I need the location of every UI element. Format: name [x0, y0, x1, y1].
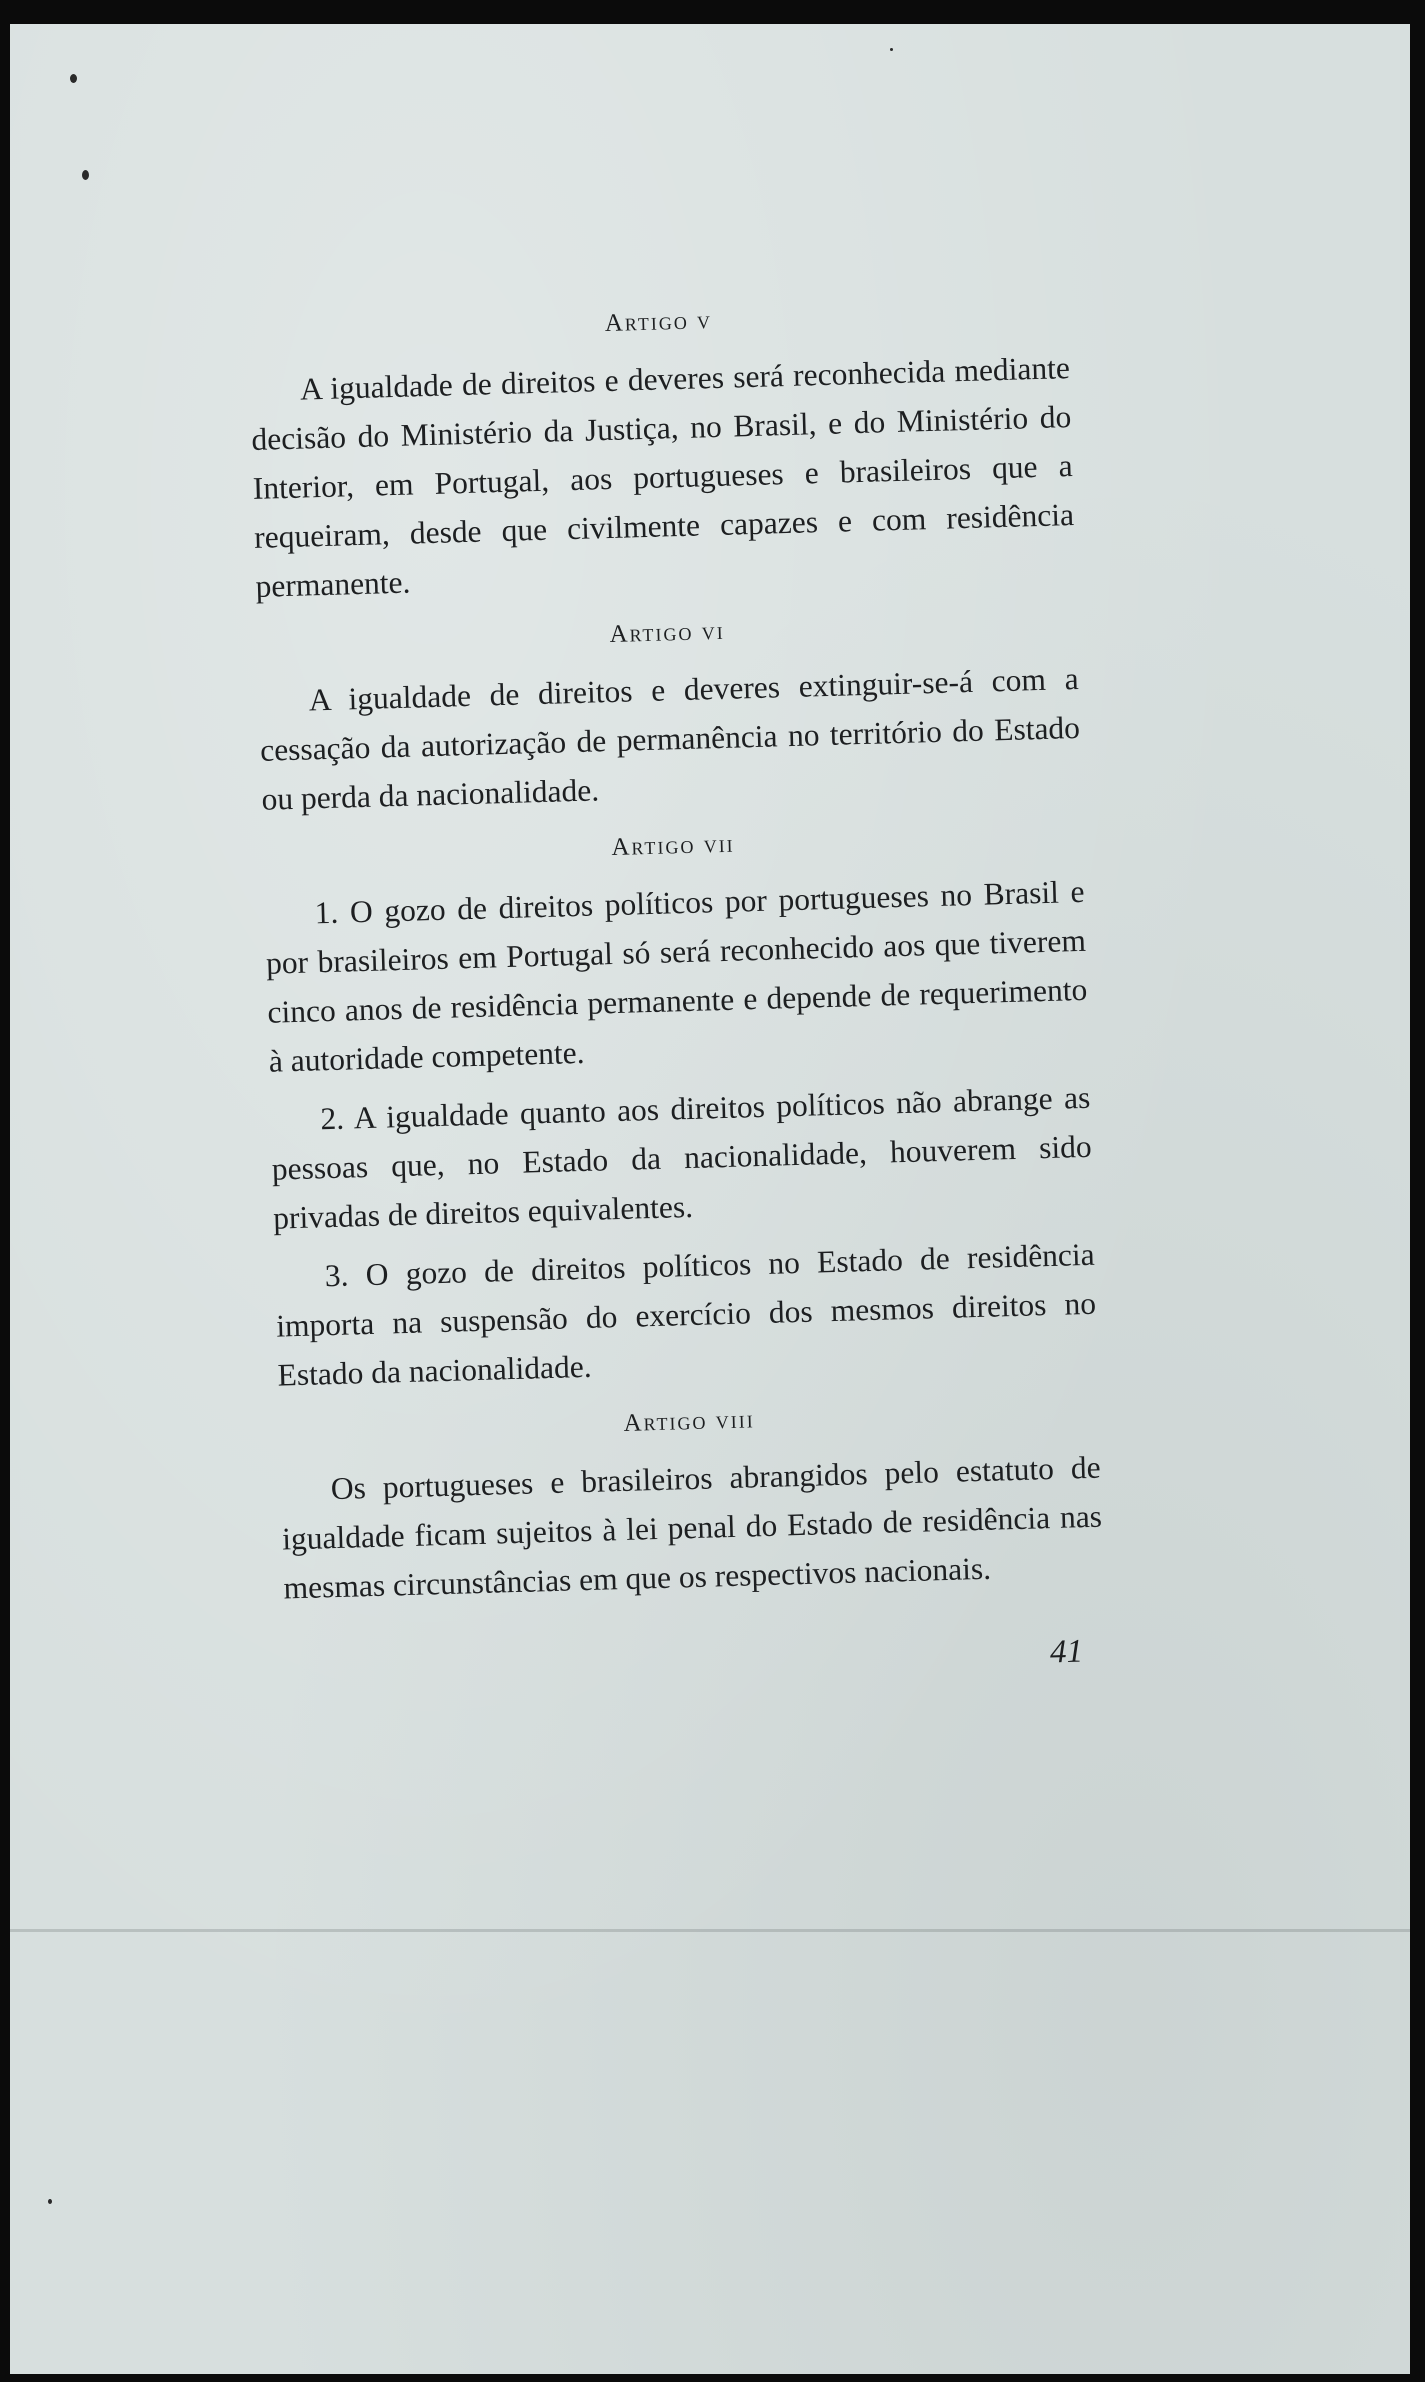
article-vii [263, 815, 1098, 1400]
article-viii [279, 1391, 1104, 1613]
ink-speck [82, 170, 89, 180]
article-heading: Artigo vi [609, 617, 726, 649]
ink-speck [890, 48, 893, 51]
article-paragraph: Os portugueses e brasileiros abrangidos pelo estatuto de igualdade ficam sujeitos à lei penal do Estado de residência nas mesmas circunstâncias em que os respectivos nacionais. [281, 1449, 1103, 1606]
article-heading: Artigo vii [611, 830, 735, 862]
article-vi [257, 602, 1082, 824]
page-number: 41 [1049, 1633, 1084, 1671]
fold-line [10, 1929, 1410, 1932]
document-body [248, 291, 1104, 1626]
ink-speck [70, 74, 77, 83]
article-paragraph: A igualdade de direitos e deveres extinguir-se-á com a cessação da autorização de permanência no território do Estado ou perda da nacionalidade. [259, 660, 1081, 817]
article-heading: Artigo viii [623, 1406, 756, 1437]
article-v [248, 291, 1076, 611]
ink-speck [48, 2199, 52, 2204]
article-paragraph: 1. O gozo de direitos políticos por portugueses no Brasil e por brasileiros em Portugal só será reconhecido aos que tiverem cinco anos de residência permanente e depende de requerimento à autoridade competente. [265, 873, 1088, 1079]
article-paragraph: 2. A igualdade quanto aos direitos políticos não abrange as pessoas que, no Estado da nacionalidade, houverem sido privadas de direitos equivalentes. [271, 1079, 1093, 1236]
document-page [10, 24, 1410, 2374]
article-paragraph: 3. O gozo de direitos políticos no Estado de residência importa na suspensão do exercício dos mesmos direitos no Estado da nacionalidade. [275, 1236, 1097, 1393]
article-paragraph: A igualdade de direitos e deveres será reconhecida mediante decisão do Ministério da Justiça, no Brasil, e do Ministério do Interior, em Portugal, aos portugueses e brasileiros que a requeiram, desde que civilmente capazes e com residência permanente. [251, 350, 1075, 604]
article-heading: Artigo v [604, 307, 713, 338]
